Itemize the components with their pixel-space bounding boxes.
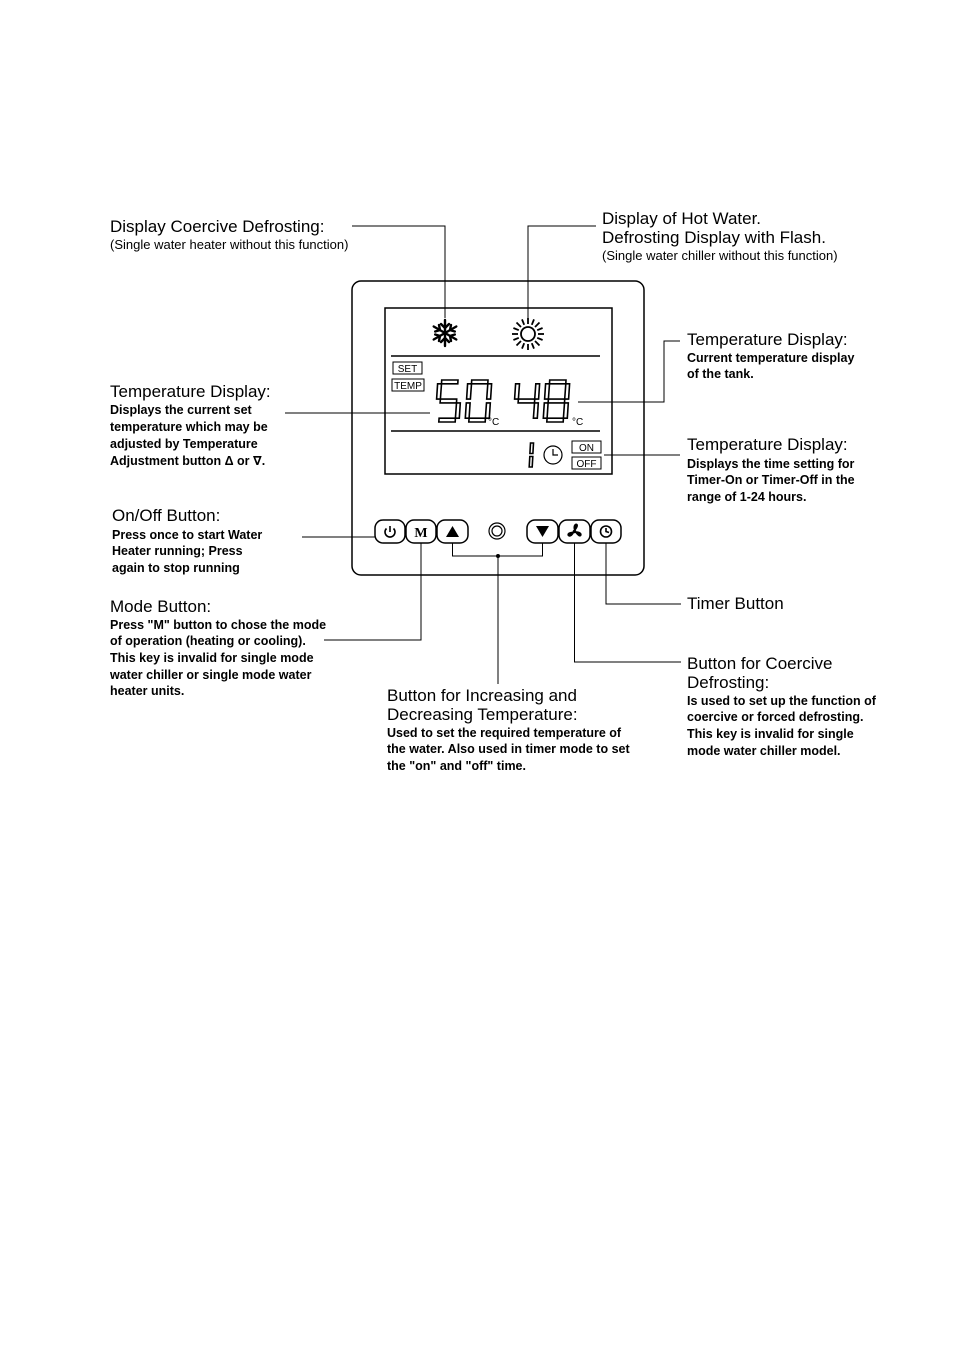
off-label: OFF: [576, 459, 597, 470]
timer-display-line: range of 1-24 hours.: [687, 490, 807, 504]
mode-button-label: M: [414, 526, 428, 541]
set-temp-display-line: Displays the current set: [110, 403, 252, 417]
timer-display-title: Temperature Display:: [687, 435, 848, 454]
timer-display-line: Timer-On or Timer-Off in the: [687, 473, 855, 487]
on-label: ON: [579, 443, 594, 454]
set-temp-display-line: Adjustment button Δ or ∇.: [110, 454, 266, 468]
tank-temp-display-line: Current temperature display: [687, 351, 855, 365]
onoff-button-line: again to stop running: [112, 561, 240, 575]
leader-adjust-dot: [496, 554, 500, 558]
onoff-button-line: Heater running; Press: [112, 544, 243, 558]
mode-button-line: of operation (heating or cooling).: [110, 634, 306, 648]
onoff-button-title: On/Off Button:: [112, 506, 221, 525]
timer-button[interactable]: [591, 520, 621, 543]
mode-button[interactable]: [406, 520, 436, 543]
temperature-up-button[interactable]: [437, 520, 468, 543]
defrost-button-title-1: Button for Coercive: [687, 654, 833, 673]
mode-button-line: This key is invalid for single mode: [110, 651, 314, 665]
temp-adjust-line: the "on" and "off" time.: [387, 759, 526, 773]
temp-label: TEMP: [394, 381, 422, 392]
defrost-button-line: Is used to set up the function of: [687, 694, 876, 708]
onoff-button-line: Press once to start Water: [112, 528, 263, 542]
hot-water-display-title-1: Display of Hot Water.: [602, 209, 762, 228]
set-temperature-unit: °C: [488, 417, 500, 428]
temp-adjust-line: Used to set the required temperature of: [387, 726, 622, 740]
defrost-button-line: This key is invalid for single: [687, 727, 854, 741]
tank-temperature-unit: °C: [572, 417, 584, 428]
tank-temp-display-line: of the tank.: [687, 367, 754, 381]
coercive-defrost-display-note: (Single water heater without this function): [110, 237, 349, 252]
temp-adjust-line: the water. Also used in timer mode to set: [387, 742, 630, 756]
coercive-defrost-display-title: Display Coercive Defrosting:: [110, 217, 325, 236]
onoff-button[interactable]: [375, 520, 405, 543]
temp-adjust-title-2: Decreasing Temperature:: [387, 705, 578, 724]
defrost-button-line: coercive or forced defrosting.: [687, 710, 864, 724]
mode-button-line: water chiller or single mode water: [110, 668, 312, 682]
tank-temp-display-title: Temperature Display:: [687, 330, 848, 349]
set-label: SET: [397, 364, 418, 375]
timer-display-line: Displays the time setting for: [687, 457, 855, 471]
set-temp-display-line: adjusted by Temperature: [110, 437, 258, 451]
defrost-button[interactable]: [559, 520, 590, 543]
defrost-button-title-2: Defrosting:: [687, 673, 770, 692]
mode-button-line: heater units.: [110, 684, 185, 698]
timer-button-title: Timer Button: [687, 594, 784, 613]
temp-adjust-title-1: Button for Increasing and: [387, 686, 577, 705]
temperature-down-button[interactable]: [527, 520, 558, 543]
hot-water-display-title-2: Defrosting Display with Flash.: [602, 228, 826, 247]
mode-button-title: Mode Button:: [110, 597, 212, 616]
defrost-button-line: mode water chiller model.: [687, 744, 841, 758]
hot-water-display-note: (Single water chiller without this function): [602, 248, 838, 263]
mode-button-line: Press "M" button to chose the mode: [110, 618, 327, 632]
set-temp-display-line: temperature which may be: [110, 420, 268, 434]
set-temp-display-title: Temperature Display:: [110, 382, 271, 401]
